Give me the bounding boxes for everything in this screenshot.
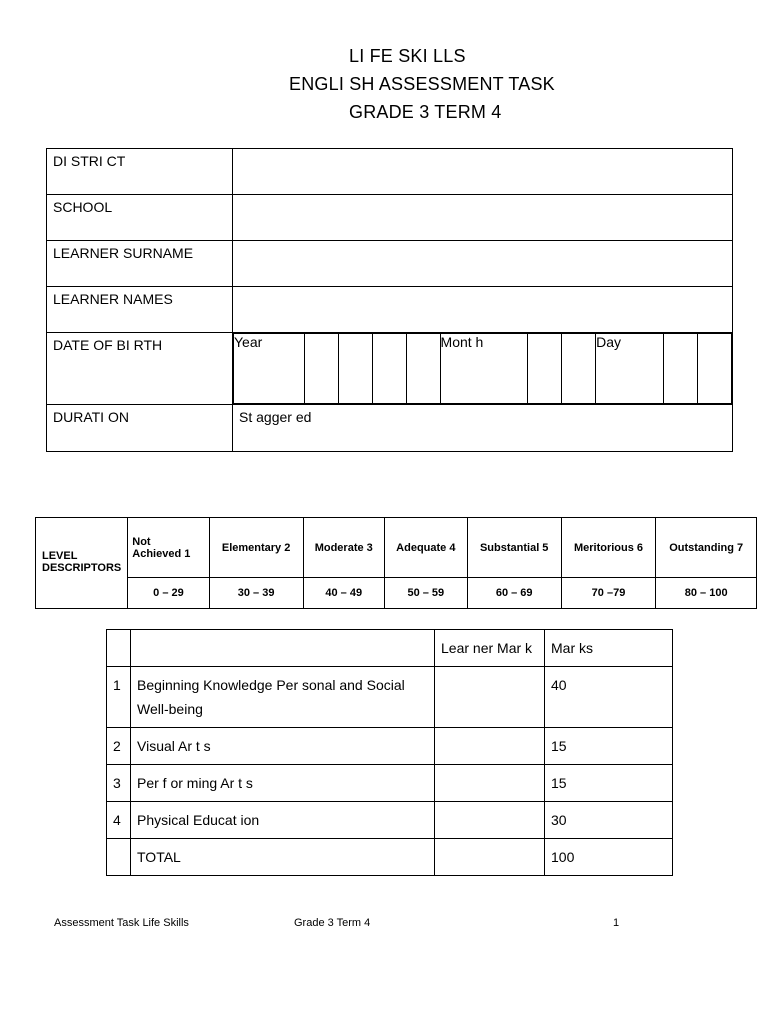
level-name: Not Achieved 1 xyxy=(128,518,209,578)
level-descriptors-table xyxy=(35,517,757,609)
learner-names-field[interactable] xyxy=(233,287,733,333)
level-range: 80 – 100 xyxy=(656,578,757,609)
marks-row xyxy=(107,802,673,839)
level-label-line2: DESCRIPTORS xyxy=(42,562,122,574)
dob-day-label: Day xyxy=(596,334,664,404)
learner-mark-field[interactable] xyxy=(435,802,545,839)
row-item: Visual Ar t s xyxy=(131,728,435,765)
dob-day-box[interactable] xyxy=(698,334,732,404)
level-name: Meritorious 6 xyxy=(561,518,656,578)
district-label: DI STRI CT xyxy=(47,149,233,195)
learner-info-table xyxy=(46,148,733,452)
dob-cells xyxy=(233,333,733,405)
school-field[interactable] xyxy=(233,195,733,241)
level-ranges-row xyxy=(36,578,757,609)
title-line-2: ENGLI SH ASSESSMENT TASK xyxy=(289,74,555,94)
row-marks: 30 xyxy=(545,802,673,839)
row-marks: 15 xyxy=(545,728,673,765)
marks-header-item xyxy=(131,630,435,667)
page-number: 1 xyxy=(613,917,620,929)
row-number: 2 xyxy=(107,728,131,765)
duration-value: St agger ed xyxy=(233,405,733,452)
level-label-line1: LEVEL xyxy=(42,550,78,562)
level-names-row xyxy=(36,518,757,578)
marks-row xyxy=(107,728,673,765)
row-number: 4 xyxy=(107,802,131,839)
learner-surname-field[interactable] xyxy=(233,241,733,287)
level-name: Elementary 2 xyxy=(209,518,303,578)
level-name: Adequate 4 xyxy=(384,518,467,578)
level-range: 0 – 29 xyxy=(128,578,209,609)
names-row xyxy=(47,287,733,333)
district-field[interactable] xyxy=(233,149,733,195)
level-name: Moderate 3 xyxy=(303,518,384,578)
level-range: 70 –79 xyxy=(561,578,656,609)
dob-year-box[interactable] xyxy=(304,334,338,404)
total-marks: 100 xyxy=(545,839,673,876)
footer-left: Assessment Task Life Skills xyxy=(54,917,189,929)
duration-row xyxy=(47,405,733,452)
dob-year-box[interactable] xyxy=(338,334,372,404)
level-name: Substantial 5 xyxy=(467,518,561,578)
dob-month-box[interactable] xyxy=(528,334,562,404)
learner-mark-field[interactable] xyxy=(435,765,545,802)
row-number: 1 xyxy=(107,667,131,728)
dob-year-label: Year xyxy=(234,334,305,404)
dob-month-label: Mont h xyxy=(440,334,528,404)
row-marks: 40 xyxy=(545,667,673,728)
total-row xyxy=(107,839,673,876)
level-range: 40 – 49 xyxy=(303,578,384,609)
dob-year-box[interactable] xyxy=(406,334,440,404)
marks-header: Mar ks xyxy=(545,630,673,667)
level-name: Outstanding 7 xyxy=(656,518,757,578)
level-range: 60 – 69 xyxy=(467,578,561,609)
marks-header-row xyxy=(107,630,673,667)
duration-label: DURATI ON xyxy=(47,405,233,452)
school-label: SCHOOL xyxy=(47,195,233,241)
level-range: 50 – 59 xyxy=(384,578,467,609)
surname-row xyxy=(47,241,733,287)
total-blank xyxy=(107,839,131,876)
dob-month-box[interactable] xyxy=(562,334,596,404)
level-range: 30 – 39 xyxy=(209,578,303,609)
dob-year-box[interactable] xyxy=(372,334,406,404)
total-learner-mark-field[interactable] xyxy=(435,839,545,876)
level-descriptors-label xyxy=(36,518,128,609)
date-of-birth-label: DATE OF BI RTH xyxy=(47,333,233,405)
footer-center: Grade 3 Term 4 xyxy=(294,917,371,929)
title-line-3: GRADE 3 TERM 4 xyxy=(349,102,502,122)
district-row xyxy=(47,149,733,195)
title-line-1: LI FE SKI LLS xyxy=(349,46,466,66)
row-item: Per f or ming Ar t s xyxy=(131,765,435,802)
learner-mark-field[interactable] xyxy=(435,667,545,728)
row-marks: 15 xyxy=(545,765,673,802)
marks-header-blank xyxy=(107,630,131,667)
row-item: Physical Educat ion xyxy=(131,802,435,839)
learner-surname-label: LEARNER SURNAME xyxy=(47,241,233,287)
learner-mark-header: Lear ner Mar k xyxy=(435,630,545,667)
learner-mark-field[interactable] xyxy=(435,728,545,765)
school-row xyxy=(47,195,733,241)
learner-names-label: LEARNER NAMES xyxy=(47,287,233,333)
total-label: TOTAL xyxy=(131,839,435,876)
marks-table xyxy=(106,629,673,876)
row-number: 3 xyxy=(107,765,131,802)
dob-row xyxy=(47,333,733,405)
marks-row xyxy=(107,765,673,802)
dob-day-box[interactable] xyxy=(664,334,698,404)
row-item: Beginning Knowledge Per sonal and Social Well-being xyxy=(131,667,435,728)
marks-row xyxy=(107,667,673,728)
